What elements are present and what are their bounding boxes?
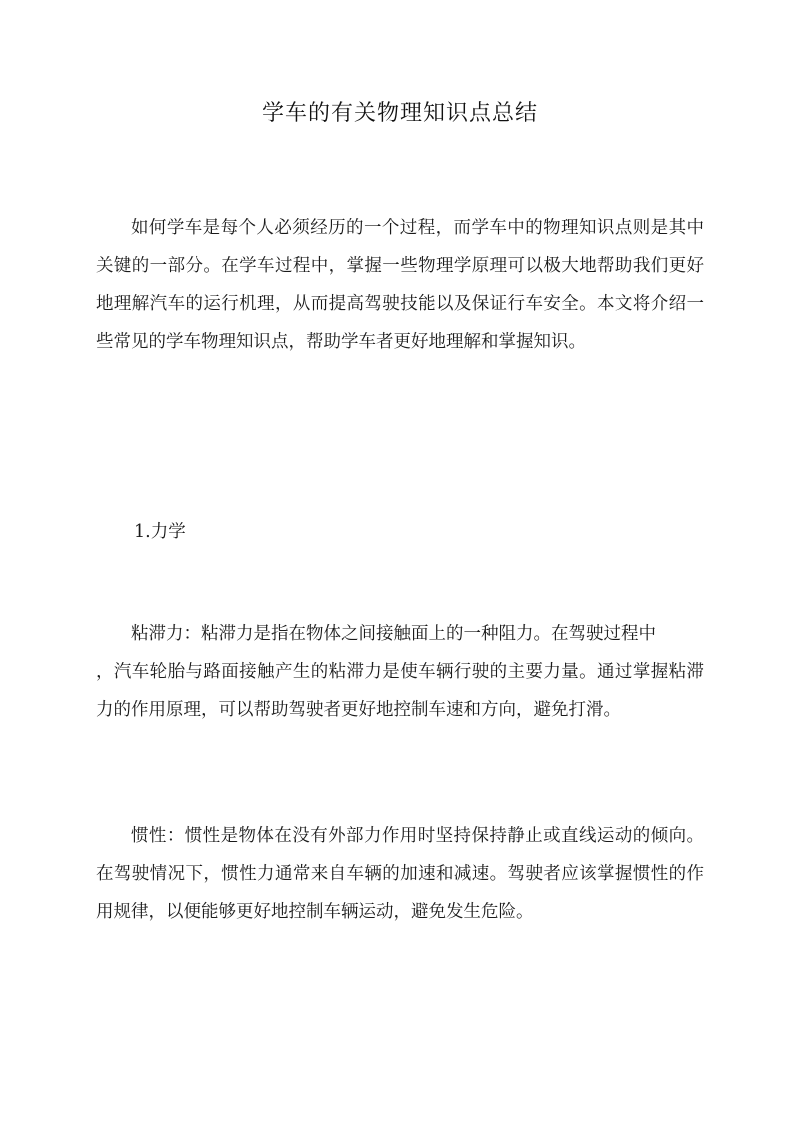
document-title: 学车的有关物理知识点总结 [261,101,538,126]
inertia-paragraph: 惯性：惯性是物体在没有外部力作用时坚持保持静止或直线运动的倾向。在驾驶情况下，惯性力通常来自车辆的加速和减速。驾驶者应该掌握惯性的作用规律，以便能够更好地控制车辆运动，避免发生危险。 [96,826,704,922]
friction-paragraph-line1: 粘滞力：粘滞力是指在物体之间接触面上的一种阻力。在驾驶过程中 [131,624,656,644]
section-heading-mechanics: 1.力学 [134,522,186,542]
friction-paragraph-continued: ，汽车轮胎与路面接触产生的粘滞力是使车辆行驶的主要力量。通过掌握粘滞力的作用原理，可以帮助驾驶者更好地控制车速和方向，避免打滑。 [96,662,704,720]
intro-paragraph: 如何学车是每个人必须经历的一个过程，而学车中的物理知识点则是其中关键的一部分。在学车过程中，掌握一些物理学原理可以极大地帮助我们更好地理解汽车的运行机理，从而提高驾驶技能以及保证行车安全。本文将介绍一些常见的学车物理知识点，帮助学车者更好地理解和掌握知识。 [96,218,704,352]
